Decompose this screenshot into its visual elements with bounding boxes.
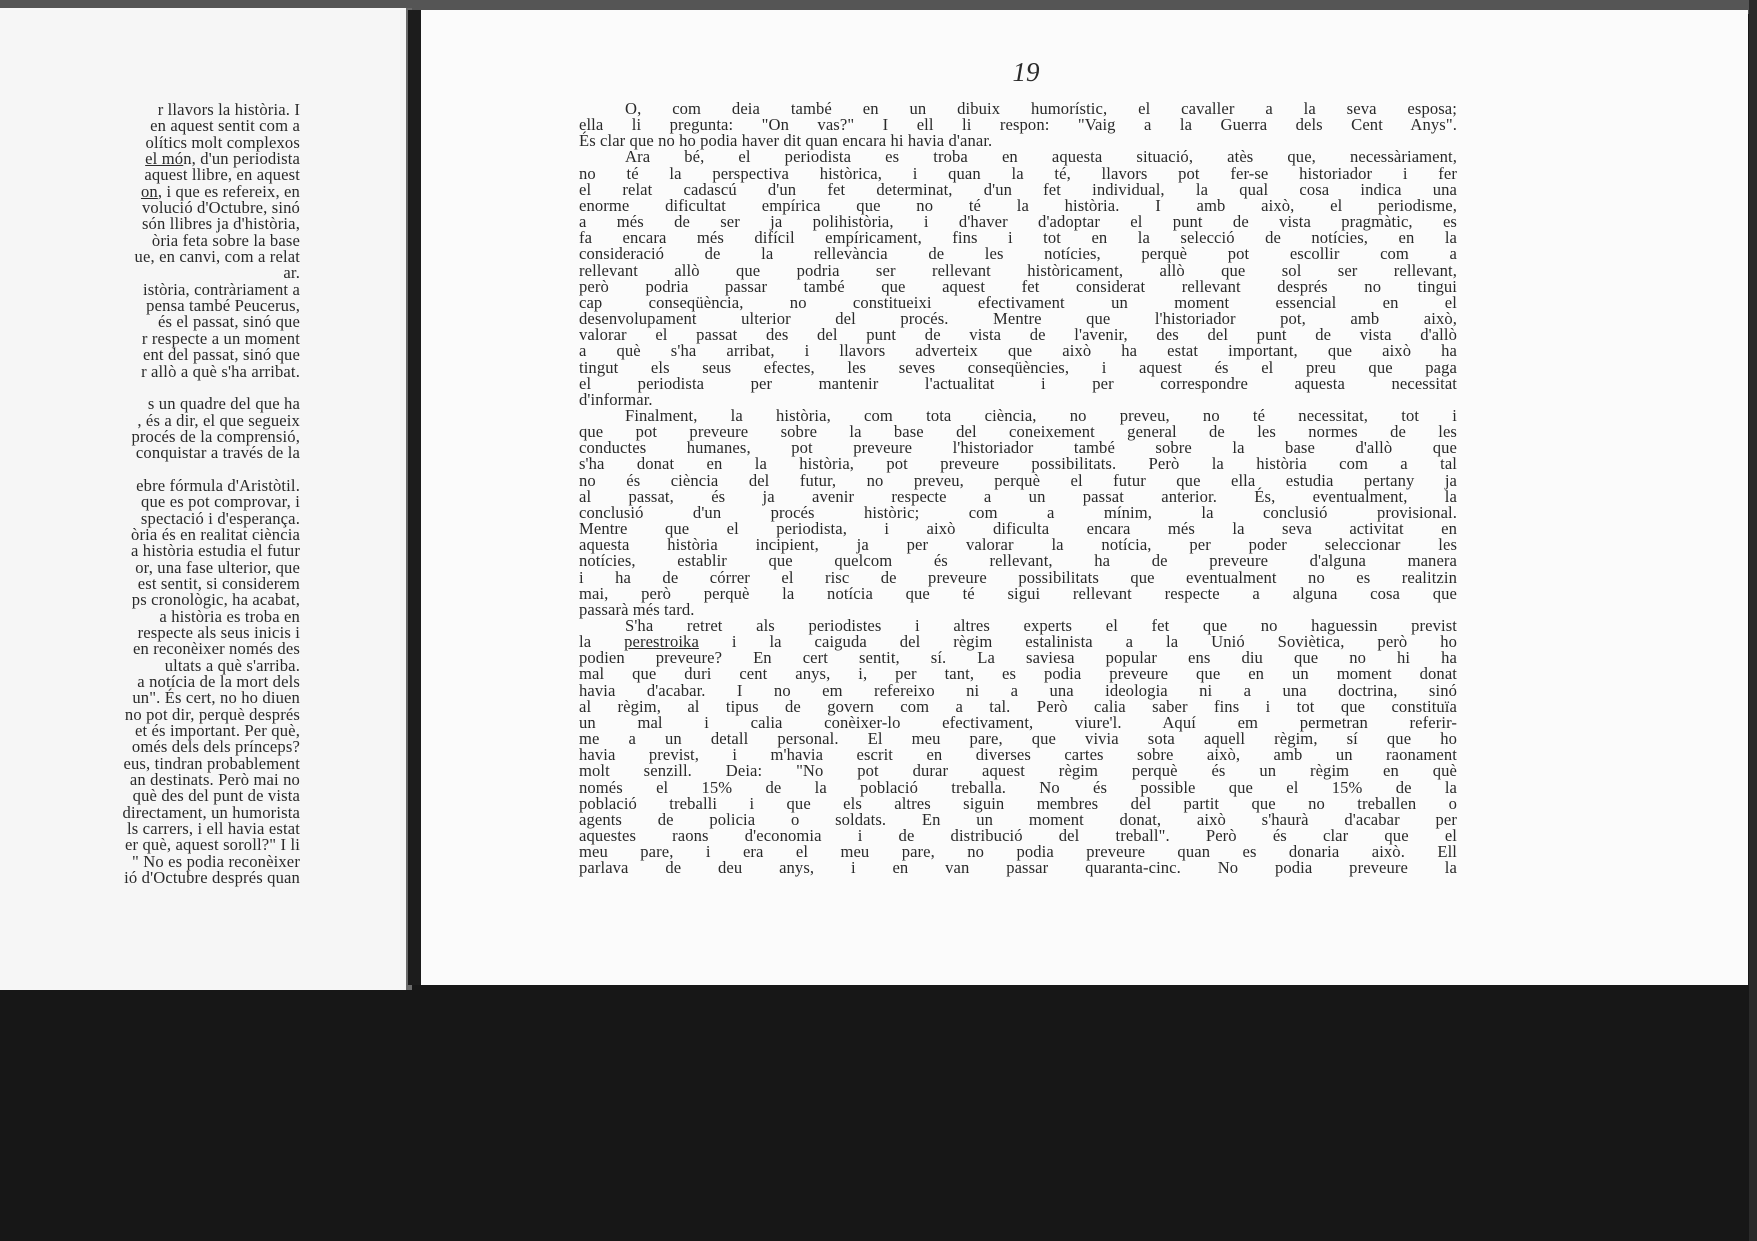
right-text-line: mai, però perquè la notícia que té sigui rellevant respecte a alguna cosa que <box>579 583 1457 603</box>
right-text-line: al passat, és ja avenir respecte a un passat anterior. És, eventualment, la <box>579 486 1457 506</box>
left-text-line: est sentit, si considerem <box>137 573 300 593</box>
right-text-line: consideració de la rellevància de les notícies, perquè pot escollir com a <box>579 244 1457 264</box>
right-text-line: fa encara més difícil empíricament, fins i tot en la selecció de notícies, en la <box>579 228 1457 248</box>
left-text-line: conquistar a través de la <box>135 443 300 463</box>
left-text-line: istòria, contràriament a <box>142 279 300 299</box>
right-text-line: però podria passar també que aquest fet considerat rellevant després no tingui <box>579 276 1457 296</box>
left-text-line: er què, aquest soroll?" I li <box>124 835 300 855</box>
left-text-line: r allò a què s'ha arribat. <box>141 361 300 381</box>
right-text-line: conductes humanes, pot preveure l'historiador també sobre la base d'allò que <box>579 438 1457 458</box>
right-text-line: i ha de córrer el risc de preveure possibilitats que eventualment no es realitzin <box>579 567 1457 587</box>
right-text-line: al règim, al tipus de govern com a tal. Però calia saber fins i tot que constituïa <box>579 696 1457 716</box>
left-text-line: ue, en canvi, com a relat <box>134 247 300 267</box>
right-page-text <box>579 101 1457 877</box>
right-text-line: aquestes raons d'economia i de distribució del treball". Però és clar que el <box>579 826 1457 846</box>
left-text-line: respecte als seus inicis i <box>137 623 300 642</box>
left-text-line: omés dels dels prínceps? <box>131 737 300 757</box>
left-text-line: olítics molt complexos <box>145 132 300 152</box>
left-text-line: en reconèixer només des <box>132 639 300 659</box>
left-text-line: un". És cert, no ho diuen <box>132 688 300 708</box>
left-text-line: spectació i d'esperança. <box>140 508 300 528</box>
right-text-line: conclusió d'un procés històric; com a mínim, la conclusió provisional. <box>579 502 1457 522</box>
left-text-line: on, i que es refereix, en <box>140 181 300 201</box>
right-text-line: no és ciència del futur, no preveu, perquè el futur que ella estudia pertany ja <box>579 470 1457 490</box>
right-text-line: Mentre que el periodista, i això dificulta encara més la seva activitat en <box>579 519 1457 539</box>
left-page <box>0 8 412 990</box>
left-text-line: òria feta sobre la base <box>151 230 300 250</box>
right-text-line: molt senzill. Deia: "No pot durar aquest règim perquè és un règim en què <box>579 761 1457 781</box>
left-text-line: ebre fórmula d'Aristòtil. <box>136 475 300 495</box>
left-text-line: a notícia de la mort dels <box>137 672 300 692</box>
right-text-line: parlava de deu anys, i en van passar quaranta-cinc. No podia preveure la <box>579 858 1457 878</box>
left-text-line: volució d'Octubre, sinó <box>141 198 300 218</box>
right-text-line: podien preveure? En cert sentit, sí. La saviesa popular ens diu que no hi ha <box>579 648 1457 668</box>
right-text-line: només el 15% de la població treballa. No és possible que el 15% de la <box>579 777 1457 797</box>
left-text-line: or, una fase ulterior, que <box>135 557 300 577</box>
right-text-line: valorar el passat des del punt de vista de l'avenir, des del punt de vista d'allò <box>579 325 1457 345</box>
right-text-line: s'ha donat en la història, pot preveure possibilitats. Però la història com a tal <box>579 454 1457 474</box>
right-text-line: cap conseqüència, no constitueixi efectivament un moment essencial en el <box>579 292 1457 312</box>
right-text-line: Ara bé, el periodista es troba en aquesta situació, atès que, necessàriament, <box>625 147 1457 167</box>
left-text-line: pensa també Peucerus, <box>146 296 300 316</box>
left-text-line: òria és en realitat ciència <box>131 524 300 544</box>
left-text-line: an destinats. Però mai no <box>129 770 300 790</box>
left-text-line: ent del passat, sinó que <box>142 345 300 365</box>
right-text-line: el periodista per mantenir l'actualitat i per correspondre aquesta necessitat <box>579 373 1457 393</box>
left-text-line: s un quadre del que ha <box>147 394 300 414</box>
left-text-line: directament, un humorista <box>122 802 300 822</box>
right-text-line: que pot preveure sobre la base del coneixement general de les normes de les <box>579 422 1457 442</box>
right-text-line: Finalment, la història, com tota ciència, no preveu, no té necessitat, tot i <box>625 405 1457 425</box>
left-text-line: a història estudia el futur <box>130 541 300 561</box>
left-text-line: ultats a què s'arriba. <box>164 655 300 675</box>
right-text-line: aquesta història incipient, ja per valorar la notícia, per poder seleccionar les <box>579 535 1457 555</box>
left-text-line: , és a dir, el que segueix <box>137 410 300 430</box>
right-text-line: a què s'ha arribat, i llavors adverteix que això ha estat important, que això ha <box>579 341 1457 361</box>
left-text-line: ar. <box>283 263 300 283</box>
left-text-line: en aquest sentit com a <box>150 116 300 136</box>
right-text-line: S'ha retret als periodistes i altres experts el fet que no haguessin previst <box>625 616 1457 635</box>
right-text-line: notícies, establir que quelcom és rellevant, ha de preveure d'alguna manera <box>579 551 1457 571</box>
right-text-line: tingut els seus efectes, les seves conseqüències, i aquest és el preu que paga <box>579 357 1457 377</box>
right-text-line: mal que duri cent anys, i, per tant, es podia preveure que en un moment donat <box>579 664 1457 684</box>
left-text-line: ió d'Octubre després quan <box>124 868 300 888</box>
right-text-line: no té la perspectiva històrica, i quan la té, llavors pot fer-se historiador i fer <box>579 163 1457 183</box>
right-text-line: un mal i calia conèixer-lo efectivament, viure'l. Aquí em permetran referir- <box>579 712 1457 732</box>
right-text-line: d'informar. <box>579 389 653 409</box>
right-text-line: població treballi i que els altres siguin membres del partit que no treballen o <box>579 793 1457 813</box>
left-text-line: ps cronològic, ha acabat, <box>131 590 300 610</box>
left-text-line: r respecte a un moment <box>141 328 300 348</box>
right-text-line: meu pare, i era el meu pare, no podia preveure quan es donaria això. Ell <box>579 842 1457 862</box>
page-number: 19 <box>1012 57 1040 87</box>
right-text-line: el relat cadascú d'un fet determinat, d'un fet individual, la qual cosa indica una <box>579 179 1457 199</box>
left-text-line: no pot dir, perquè després <box>124 704 300 724</box>
right-text-line: ella li pregunta: "On vas?" I ell li respon: "Vaig a la Guerra dels Cent Anys". <box>579 115 1457 135</box>
right-text-line: enorme dificultat empírica que no té la història. I amb això, el periodisme, <box>579 195 1457 215</box>
left-text-line: és el passat, sinó que <box>157 312 300 332</box>
right-text-line: me a un detall personal. El meu pare, que vivia sota aquell règim, sí que ho <box>579 729 1457 749</box>
left-text-line: són llibres ja d'història, <box>141 214 300 234</box>
right-text-line: havia previst, i m'havia escrit en diverses cartes sobre això, amb un raonament <box>579 745 1457 765</box>
left-text-line: què des del punt de vista <box>132 786 300 806</box>
right-page <box>421 10 1748 985</box>
right-text-line: És clar que no ho podia haver dit quan encara hi havia d'anar. <box>579 131 993 151</box>
left-text-line: a història es troba en <box>159 606 300 626</box>
right-text-line: passarà més tard. <box>579 599 695 619</box>
left-text-line: procés de la comprensió, <box>131 426 300 446</box>
left-page-text <box>0 102 300 887</box>
right-text-line: la perestroika i la caiguda del règim estalinista a la Unió Soviètica, però ho <box>579 632 1457 652</box>
left-text-line: que es pot comprovar, i <box>141 492 300 512</box>
left-text-line: eus, tindran probablement <box>123 753 300 773</box>
right-text-line: rellevant allò que podria ser rellevant històricament, allò que sol ser rellevant, <box>579 260 1457 280</box>
right-text-line: havia d'acabar. I no em refereixo ni a una ideologia ni a una doctrina, sinó <box>579 680 1457 700</box>
left-text-line: el món, d'un periodista <box>145 149 300 169</box>
right-text-line: desenvolupament ulterior del procés. Mentre que l'historiador pot, amb això, <box>579 309 1457 329</box>
right-text-line: O, com deia també en un dibuix humorístic, el cavaller a la seva esposa; <box>625 99 1457 118</box>
left-text-line: aquest llibre, en aquest <box>144 165 300 185</box>
scan-right-edge <box>1749 0 1757 1241</box>
right-text-line: a més de ser ja polihistòria, i d'haver d'adoptar el punt de vista pragmàtic, es <box>579 212 1457 232</box>
left-text-line: " No es podia reconèixer <box>132 851 300 871</box>
left-text-line: r llavors la història. I <box>157 100 300 119</box>
left-text-line: ls carrers, i ell havia estat <box>127 819 300 839</box>
left-text-line: et és important. Per què, <box>134 721 300 741</box>
right-text-line: agents de policia o soldats. En un moment donat, això s'haurà d'acabar per <box>579 809 1457 829</box>
